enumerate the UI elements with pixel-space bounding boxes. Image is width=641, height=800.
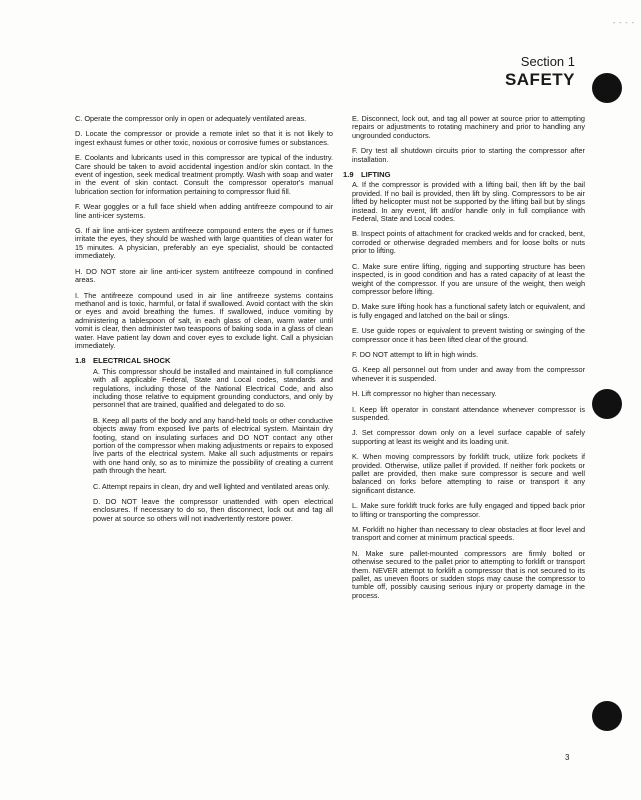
section-heading [75, 357, 333, 365]
section-heading-text: ELECTRICAL SHOCK [93, 356, 171, 366]
safety-paragraph: L. Make sure forklift truck forks are fully engaged and tipped back prior to lifting or transporting the compressor. [352, 501, 585, 519]
section-heading-text: LIFTING [361, 170, 391, 180]
safety-paragraph: D. DO NOT leave the compressor unattended with open electrical enclosures. If necessary to do so, then disconnect, lock out and tag all power at source so others will not inadvertently restore power. [93, 497, 333, 523]
safety-paragraph: F. Wear goggles or a full face shield when adding antifreeze compound to air line anti-icer systems. [75, 202, 333, 220]
right-column [343, 115, 585, 607]
safety-paragraph: H. DO NOT store air line anti-icer system antifreeze compound in confined areas. [75, 266, 333, 285]
safety-paragraph: A. If the compressor is provided with a lifting bail, then lift by the bail provided. If no bail is provided, then lift by sling. Compressors to be air lifted by helicopter must not be supported by the lifting bail but by slings instead. In any event, lift and/or handle only in full compliance with Federal, State and Local codes. [352, 180, 585, 224]
safety-paragraph: N. Make sure pallet-mounted compressors are firmly bolted or otherwise secured to the pallet prior to attempting to forklift or transport them. NEVER attempt to forklift a compressor that is not secured to its pallet, as uneven floors or sudden stops may cause the compressor to tumble off, possibly causing serious injury or property damage in the process. [352, 548, 585, 600]
section-heading [343, 171, 585, 179]
safety-paragraph: C. Attempt repairs in clean, dry and well lighted and ventilated areas only. [93, 481, 330, 491]
safety-paragraph: C. Operate the compressor only in open or adequately ventilated areas. [75, 114, 307, 123]
safety-paragraph: E. Coolants and lubricants used in this compressor are typical of the industry. Care should be taken to avoid accidental ingestion and/or skin contact. In the event of ingestion, seek medical treatment promptly. Wash with soap and water in the event of skin contact. Consult the compressor operator's manual lubrication section for information pertaining to compressor fluid fill. [75, 153, 333, 196]
safety-paragraph: B. Inspect points of attachment for cracked welds and for cracked, bent, corroded or otherwise degraded members and for loose bolts or nuts prior to lifting. [352, 229, 585, 256]
section-header [505, 55, 575, 89]
binder-hole-middle [592, 389, 622, 419]
binder-hole-top [592, 73, 622, 103]
safety-paragraph: H. Lift compressor no higher than necessary. [352, 389, 497, 399]
safety-paragraph: B. Keep all parts of the body and any hand-held tools or other conductive objects away from exposed live parts of electrical system. Maintain dry footing, stand on insulating surfaces and DO NOT contact any other portion of the compressor when making adjustments or repairs to exposed live parts of the electrical system. Make all such adjustments or repairs with one hand only, so as to minimize the possibility of creating a current path through the heart. [93, 415, 333, 476]
safety-paragraph: D. Locate the compressor or provide a remote inlet so that it is not likely to ingest exhaust fumes or other toxic, noxious or corrosive fumes or substances. [75, 129, 333, 147]
safety-paragraph: D. Make sure lifting hook has a functional safety latch or equivalent, and is fully engaged and latched on the bail or slings. [352, 302, 585, 320]
safety-paragraph: I. The antifreeze compound used in air line antifreeze systems contains methanol and is toxic, harmful, or fatal if swallowed. Avoid contact with the skin or eyes and avoid breathing the fumes. If swallowed, induce vomiting by administering a tablespoon of salt, in each glass of clean, warm water until vomit is clear, then administer two teaspoons of baking soda in a glass of clean water. Have patient lay down and cover eyes to exclude light. Call a physician immediately. [75, 290, 333, 350]
safety-paragraph: E. Use guide ropes or equivalent to prevent twisting or swinging of the compressor once it has been lifted clear of the ground. [352, 326, 585, 344]
corner-scan-mark: - - - - [612, 20, 635, 27]
safety-paragraph: F. Dry test all shutdown circuits prior to starting the compressor after installation. [352, 146, 585, 164]
section-heading-number: 1.8 [75, 356, 86, 366]
safety-paragraph: G. If air line anti-icer system antifreeze compound enters the eyes or if fumes irritate the eyes, they should be washed with large quantities of clean water for 15 minutes. A physician, preferably an eye specialist, should be contacted immediately. [75, 226, 333, 261]
safety-paragraph: E. Disconnect, lock out, and tag all power at source prior to attempting repairs or adjustments to rotating machinery and prior to handling any ungrounded conductors. [352, 114, 585, 140]
safety-paragraph: F. DO NOT attempt to lift in high winds. [352, 349, 478, 359]
safety-paragraph: K. When moving compressors by forklift truck, utilize fork pockets if provided. Otherwise, utilize pallet if provided. If neither fork pockets or pallet are provided, then make sure compressor is secure and well balanced on forks before attempting to raise or transport it any significant distance. [352, 452, 585, 495]
safety-paragraph: J. Set compressor down only on a level surface capable of safely supporting at least its weight and its loading unit. [352, 428, 585, 446]
safety-paragraph: M. Forklift no higher than necessary to clear obstacles at floor level and transport and corner at minimum practical speeds. [352, 525, 585, 543]
safety-paragraph: G. Keep all personnel out from under and away from the compressor whenever it is suspended. [352, 365, 585, 383]
section-title: SAFETY [504, 70, 575, 89]
safety-paragraph: C. Make sure entire lifting, rigging and supporting structure has been inspected, is in good condition and has a rated capacity of at least the weight of the compressor. If you are unsure of the weight, then weigh compressor before lifting. [352, 261, 585, 296]
section-heading-number: 1.9 [343, 170, 354, 180]
safety-paragraph: I. Keep lift operator in constant attendance whenever compressor is suspended. [352, 404, 585, 422]
left-column [75, 115, 333, 530]
section-label: Section 1 [520, 54, 575, 69]
binder-hole-bottom [592, 701, 622, 731]
safety-paragraph: A. This compressor should be installed and maintained in full compliance with all applicable Federal, State and Local codes, standards and regulations, including those of the National Electrical Code, and also including those relative to equipment grounding conductors, and only by personnel that are trained, qualified and delegated to do so. [93, 366, 333, 410]
page-number: 3 [565, 753, 570, 762]
